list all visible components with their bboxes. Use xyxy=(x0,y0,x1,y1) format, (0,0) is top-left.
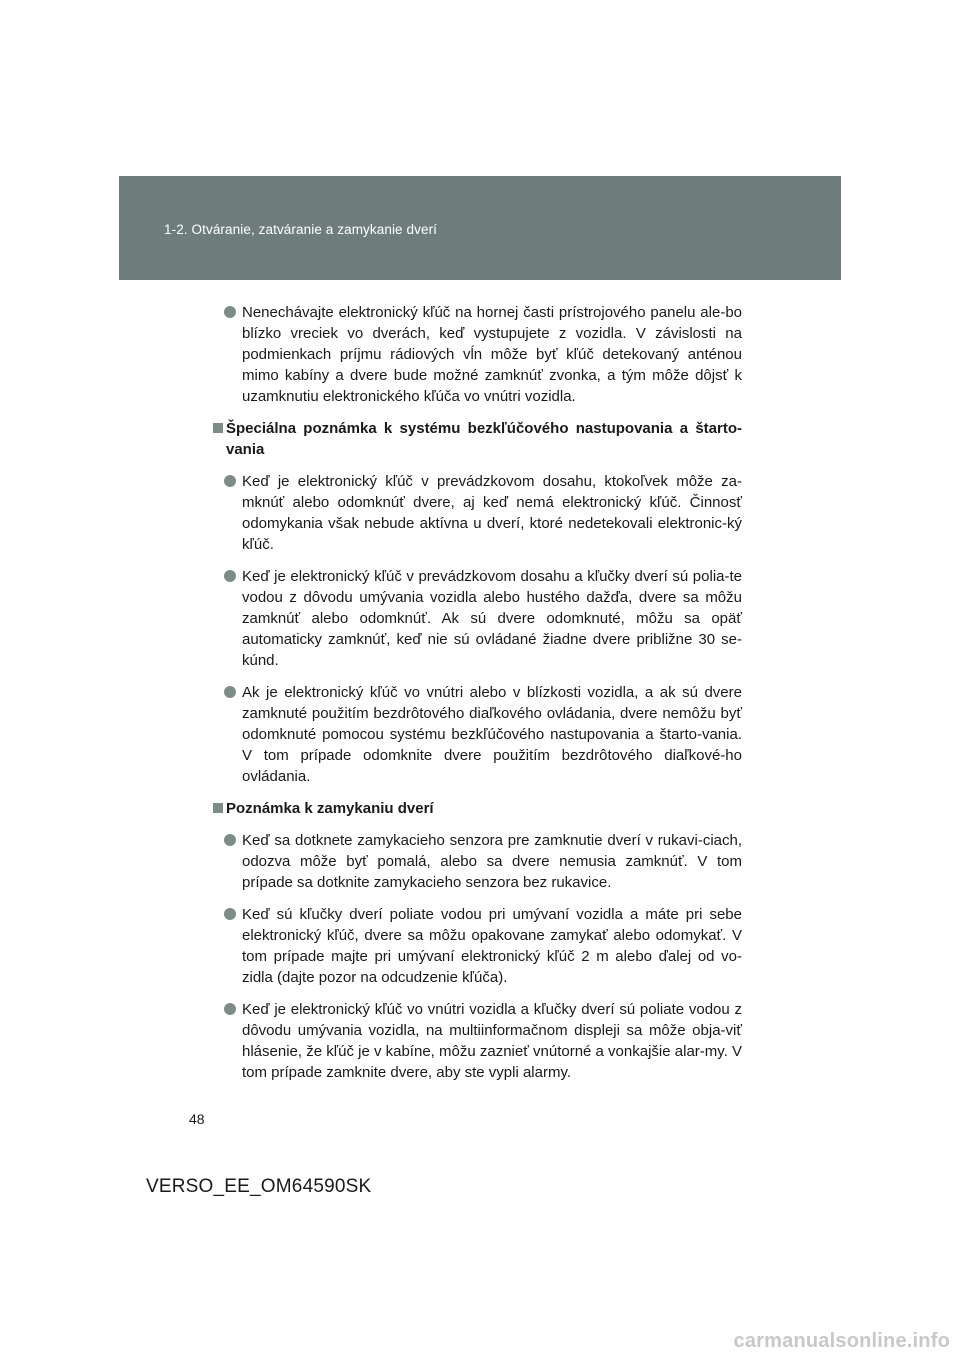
bullet-item xyxy=(216,904,742,988)
section-heading xyxy=(213,798,742,819)
section-header-band xyxy=(119,176,841,280)
bullet-text: Keď je elektronický kľúč v prevádzkovom dosahu, ktokoľvek môže za-mknúť alebo odomknúť dvere, aj keď nemá elektronický kľúč. Činnosť odomykania však nebude aktívna u dverí, ktoré nedetekovali elektronic-ký kľúč. xyxy=(242,473,742,553)
bullet-dot-icon xyxy=(224,686,236,698)
document-code: VERSO_EE_OM64590SK xyxy=(146,1176,372,1197)
square-bullet-icon xyxy=(213,803,223,813)
bullet-dot-icon xyxy=(224,908,236,920)
bullet-text: Keď je elektronický kľúč vo vnútri vozidla a kľučky dverí sú poliate vodou z dôvodu umývania vozidla, na multiinformačnom displeji sa môže obja-viť hlásenie, že kľúč je v kabíne, môžu zaznieť vnútorné a vonkajšie alar-my. V tom prípade zamknite dvere, aby ste vypli alarmy. xyxy=(242,1001,742,1081)
page-content xyxy=(216,302,742,1094)
bullet-dot-icon xyxy=(224,306,236,318)
bullet-text: Keď sú kľučky dverí poliate vodou pri umývaní vozidla a máte pri sebe elektronický kľúč, dvere sa môžu opakovane zamykať alebo odomykať. V tom prípade majte pri umývaní elektronický kľúč 2 m alebo ďalej od vo-zidla (dajte pozor na odcudzenie kľúča). xyxy=(242,906,742,986)
bullet-dot-icon xyxy=(224,834,236,846)
bullet-item xyxy=(216,682,742,787)
bullet-item xyxy=(216,566,742,671)
bullet-item xyxy=(216,302,742,407)
bullet-text: Keď je elektronický kľúč v prevádzkovom dosahu a kľučky dverí sú polia-te vodou z dôvodu umývania vozidla alebo hustého dažďa, dvere sa môžu zamknúť alebo odomknúť. Ak sú dvere odomknuté, môžu sa opäť automaticky zamknúť, keď nie sú ovládané žiadne dvere približne 30 se-kúnd. xyxy=(242,568,742,669)
bullet-text: Nenechávajte elektronický kľúč na hornej časti prístrojového panelu ale-bo blízko vreciek vo dverách, keď vystupujete z vozidla. V závislosti na podmienkach príjmu rádiových vĺn môže byť kľúč detekovaný anténou mimo kabíny a dvere bude možné zamknúť zvonka, a tým môže dôjsť k uzamknutiu elektronického kľúča vo vnútri vozidla. xyxy=(242,304,742,405)
square-bullet-icon xyxy=(213,423,223,433)
bullet-text: Keď sa dotknete zamykacieho senzora pre zamknutie dverí v rukavi-ciach, odozva môže byť pomalá, alebo sa dvere nemusia zamknúť. V tom prípade sa dotknite zamykacieho senzora bez rukavice. xyxy=(242,832,742,891)
bullet-dot-icon xyxy=(224,1003,236,1015)
bullet-item xyxy=(216,471,742,555)
page-number: 48 xyxy=(189,1111,205,1127)
bullet-item xyxy=(216,999,742,1083)
site-watermark: carmanualsonline.info xyxy=(733,1330,950,1352)
heading-text: Špeciálna poznámka k systému bezkľúčového nastupovania a štarto-vania xyxy=(226,420,742,458)
heading-text: Poznámka k zamykaniu dverí xyxy=(226,800,434,817)
bullet-dot-icon xyxy=(224,475,236,487)
bullet-item xyxy=(216,830,742,893)
bullet-text: Ak je elektronický kľúč vo vnútri alebo v blízkosti vozidla, a ak sú dvere zamknuté použitím bezdrôtového diaľkového ovládania, dvere nemôžu byť odomknuté pomocou systému bezkľúčového nastupovania a štarto-vania. V tom prípade odomknite dvere použitím bezdrôtového diaľkové-ho ovládania. xyxy=(242,684,742,785)
section-title: 1-2. Otváranie, zatváranie a zamykanie dverí xyxy=(164,222,438,237)
bullet-dot-icon xyxy=(224,570,236,582)
section-heading xyxy=(213,418,742,460)
